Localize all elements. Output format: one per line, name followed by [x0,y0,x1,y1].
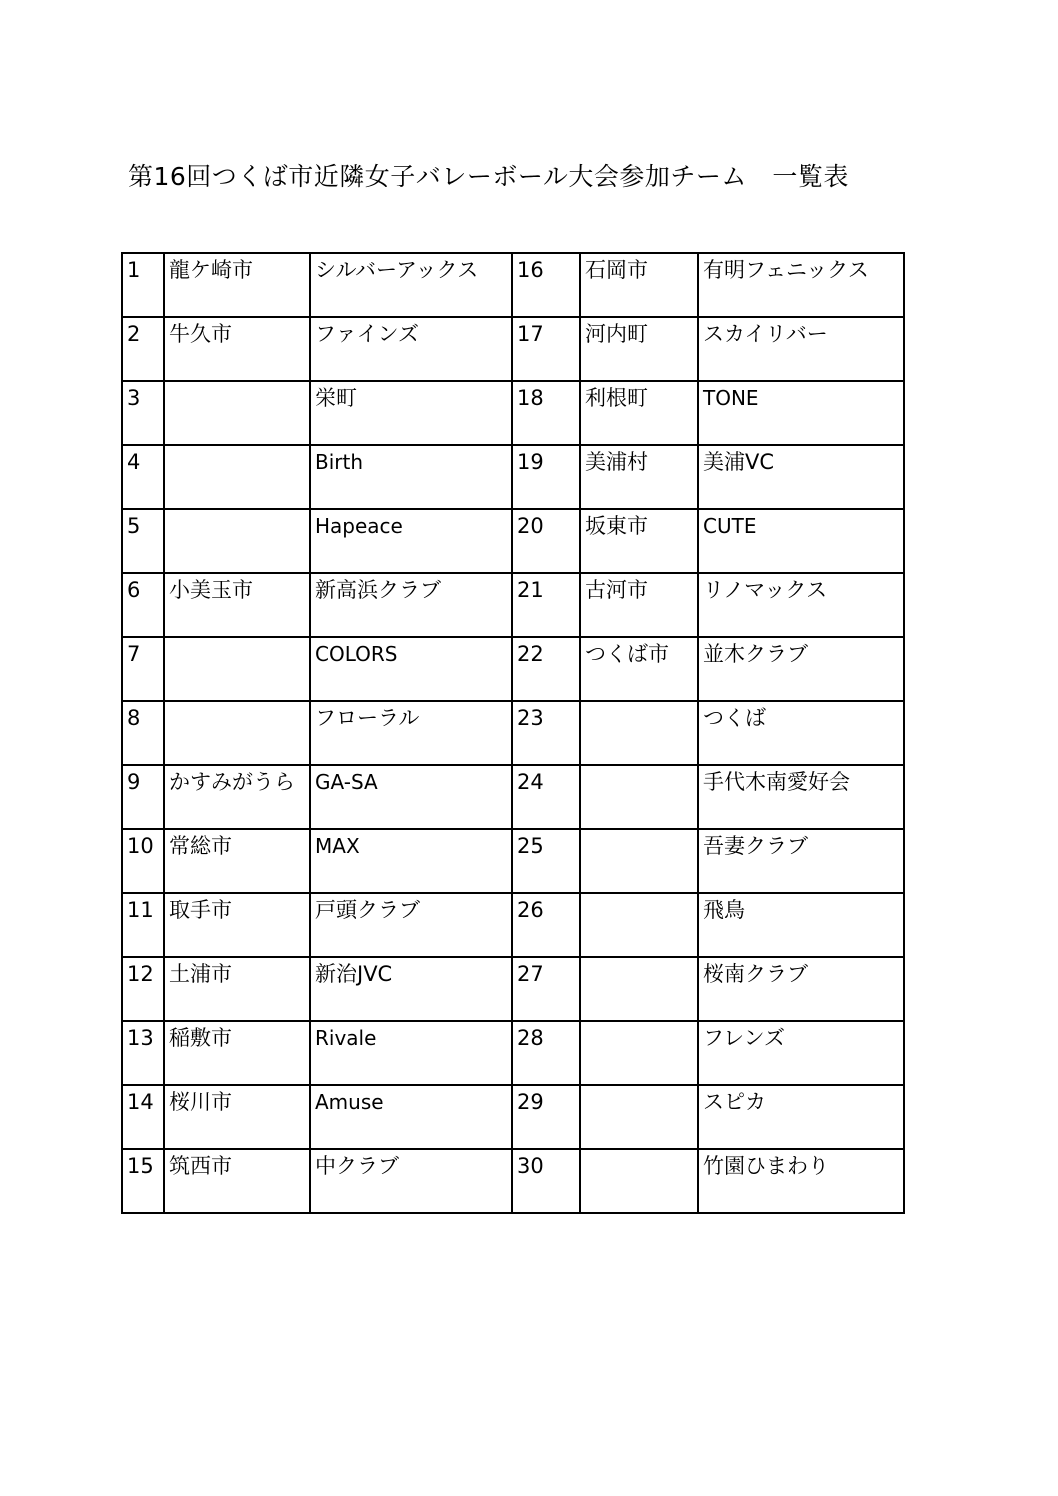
page-title: 第16回つくば市近隣女子バレーボール大会参加チーム 一覧表 [128,162,849,191]
entry-number: 27 [512,957,580,1021]
city-name [580,1021,698,1085]
table-row [122,1085,904,1149]
team-name: 飛鳥 [698,893,904,957]
city-name [164,381,310,445]
city-name [580,1085,698,1149]
team-name: スカイリバー [698,317,904,381]
city-name: 小美玉市 [164,573,310,637]
entry-number: 29 [512,1085,580,1149]
city-name: 常総市 [164,829,310,893]
entry-number: 6 [122,573,164,637]
table-row [122,1021,904,1085]
entry-number: 23 [512,701,580,765]
entry-number: 18 [512,381,580,445]
team-name: 美浦VC [698,445,904,509]
team-name: CUTE [698,509,904,573]
table-row [122,573,904,637]
team-roster-body [122,253,904,1213]
city-name [580,957,698,1021]
city-name: 取手市 [164,893,310,957]
city-name: 稲敷市 [164,1021,310,1085]
team-name: 中クラブ [310,1149,512,1213]
team-name: ファインズ [310,317,512,381]
entry-number: 26 [512,893,580,957]
city-name: つくば市 [580,637,698,701]
table-row [122,829,904,893]
entry-number: 11 [122,893,164,957]
entry-number: 4 [122,445,164,509]
entry-number: 28 [512,1021,580,1085]
city-name: 土浦市 [164,957,310,1021]
entry-number: 30 [512,1149,580,1213]
table-row [122,317,904,381]
team-name: 戸頭クラブ [310,893,512,957]
table-row [122,637,904,701]
city-name: 筑西市 [164,1149,310,1213]
entry-number: 19 [512,445,580,509]
team-name: 新治JVC [310,957,512,1021]
team-name: Birth [310,445,512,509]
table-row [122,509,904,573]
table-row [122,445,904,509]
entry-number: 25 [512,829,580,893]
city-name: 利根町 [580,381,698,445]
entry-number: 1 [122,253,164,317]
city-name: 石岡市 [580,253,698,317]
city-name: 桜川市 [164,1085,310,1149]
city-name [164,701,310,765]
team-name: 有明フェニックス [698,253,904,317]
city-name [580,765,698,829]
entry-number: 10 [122,829,164,893]
table-row [122,1149,904,1213]
city-name [580,701,698,765]
entry-number: 12 [122,957,164,1021]
team-name: 新高浜クラブ [310,573,512,637]
city-name [580,893,698,957]
entry-number: 16 [512,253,580,317]
team-name: 手代木南愛好会 [698,765,904,829]
table-row [122,701,904,765]
team-name: 栄町 [310,381,512,445]
city-name [164,445,310,509]
team-name: フローラル [310,701,512,765]
city-name: かすみがうら [164,765,310,829]
team-roster-table [121,252,905,1214]
city-name [580,1149,698,1213]
entry-number: 22 [512,637,580,701]
entry-number: 24 [512,765,580,829]
team-name: Amuse [310,1085,512,1149]
table-row [122,957,904,1021]
city-name: 牛久市 [164,317,310,381]
entry-number: 17 [512,317,580,381]
team-name: 桜南クラブ [698,957,904,1021]
team-name: フレンズ [698,1021,904,1085]
city-name [164,509,310,573]
team-name: COLORS [310,637,512,701]
city-name [164,637,310,701]
city-name: 古河市 [580,573,698,637]
team-name: TONE [698,381,904,445]
entry-number: 5 [122,509,164,573]
team-name: Hapeace [310,509,512,573]
entry-number: 7 [122,637,164,701]
entry-number: 9 [122,765,164,829]
team-name: 吾妻クラブ [698,829,904,893]
team-name: スピカ [698,1085,904,1149]
table-row [122,765,904,829]
table-row [122,253,904,317]
entry-number: 13 [122,1021,164,1085]
entry-number: 14 [122,1085,164,1149]
entry-number: 2 [122,317,164,381]
city-name: 美浦村 [580,445,698,509]
city-name: 龍ケ崎市 [164,253,310,317]
team-name: つくば [698,701,904,765]
city-name [580,829,698,893]
team-name: リノマックス [698,573,904,637]
team-name: MAX [310,829,512,893]
team-name: GA-SA [310,765,512,829]
entry-number: 8 [122,701,164,765]
city-name: 坂東市 [580,509,698,573]
entry-number: 15 [122,1149,164,1213]
team-name: シルバーアックス [310,253,512,317]
city-name: 河内町 [580,317,698,381]
entry-number: 21 [512,573,580,637]
table-row [122,381,904,445]
team-name: 竹園ひまわり [698,1149,904,1213]
table-row [122,893,904,957]
team-name: 並木クラブ [698,637,904,701]
team-name: Rivale [310,1021,512,1085]
entry-number: 3 [122,381,164,445]
entry-number: 20 [512,509,580,573]
